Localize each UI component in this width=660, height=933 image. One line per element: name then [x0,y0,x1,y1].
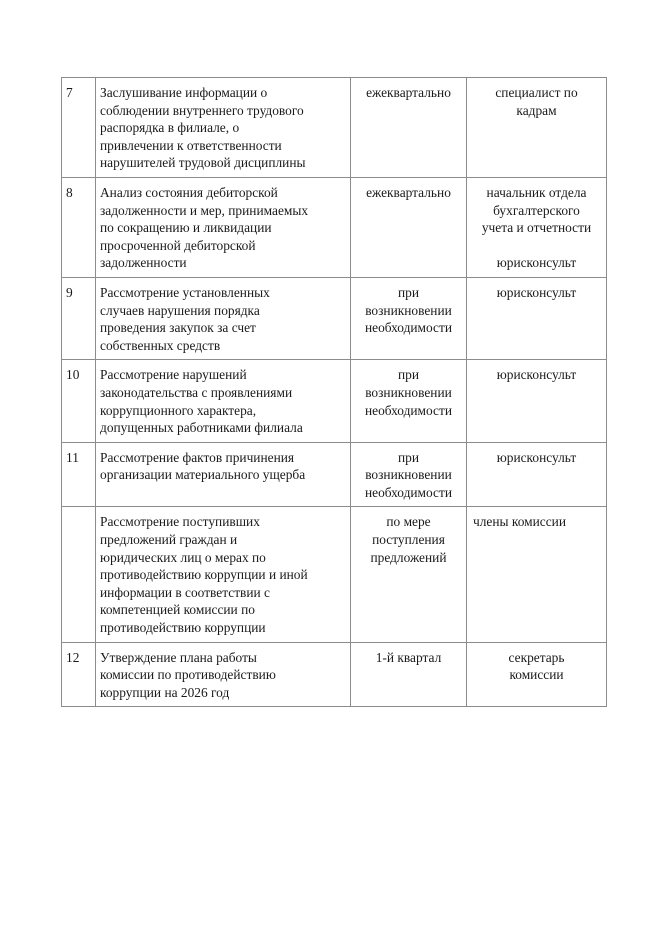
event-description: Рассмотрение нарушений законодательства с проявлениями коррупционного характера, допущенных работниками филиала [96,360,351,442]
table-row [62,642,607,707]
spacer [471,237,602,255]
table-row [62,277,607,359]
responsible-person: члены комиссии [467,507,607,642]
event-description: Анализ состояния дебиторской задолженности и мер, принимаемых по сокращению и ликвидации просроченной дебиторской задолженности [96,177,351,277]
event-description: Утверждение плана работы комиссии по противодействию коррупции на 2026 год [96,642,351,707]
row-number: 9 [62,277,96,359]
responsible-person: специалист по кадрам [467,78,607,178]
table-row [62,360,607,442]
responsible-person: начальник отдела бухгалтерского учета и отчетности юрисконсульт [467,177,607,277]
execution-term: по мере поступления предложений [351,507,467,642]
table-row [62,442,607,507]
event-description: Рассмотрение установленных случаев нарушения порядка проведения закупок за счет собственных средств [96,277,351,359]
responsible-person: юрисконсульт [467,442,607,507]
execution-term: 1-й квартал [351,642,467,707]
responsible-person: юрисконсульт [467,360,607,442]
row-number: 7 [62,78,96,178]
row-number: 12 [62,642,96,707]
table-row [62,507,607,642]
event-description: Рассмотрение фактов причинения организации материального ущерба [96,442,351,507]
execution-term: при возникновении необходимости [351,442,467,507]
table-row [62,177,607,277]
responsible-person: юрисконсульт [467,277,607,359]
execution-term: при возникновении необходимости [351,360,467,442]
execution-term: ежеквартально [351,177,467,277]
anticorruption-plan-table [61,77,607,707]
row-number: 11 [62,442,96,507]
event-description: Заслушивание информации о соблюдении внутреннего трудового распорядка в филиале, о привлечении к ответственности нарушителей трудовой дисциплины [96,78,351,178]
row-number [62,507,96,642]
row-number: 8 [62,177,96,277]
responsible-person: секретарь комиссии [467,642,607,707]
execution-term: при возникновении необходимости [351,277,467,359]
table-row [62,78,607,178]
event-description: Рассмотрение поступивших предложений граждан и юридических лиц о мерах по противодействию коррупции и иной информации в соответствии с компетенцией комиссии по противодействию коррупции [96,507,351,642]
execution-term: ежеквартально [351,78,467,178]
row-number: 10 [62,360,96,442]
